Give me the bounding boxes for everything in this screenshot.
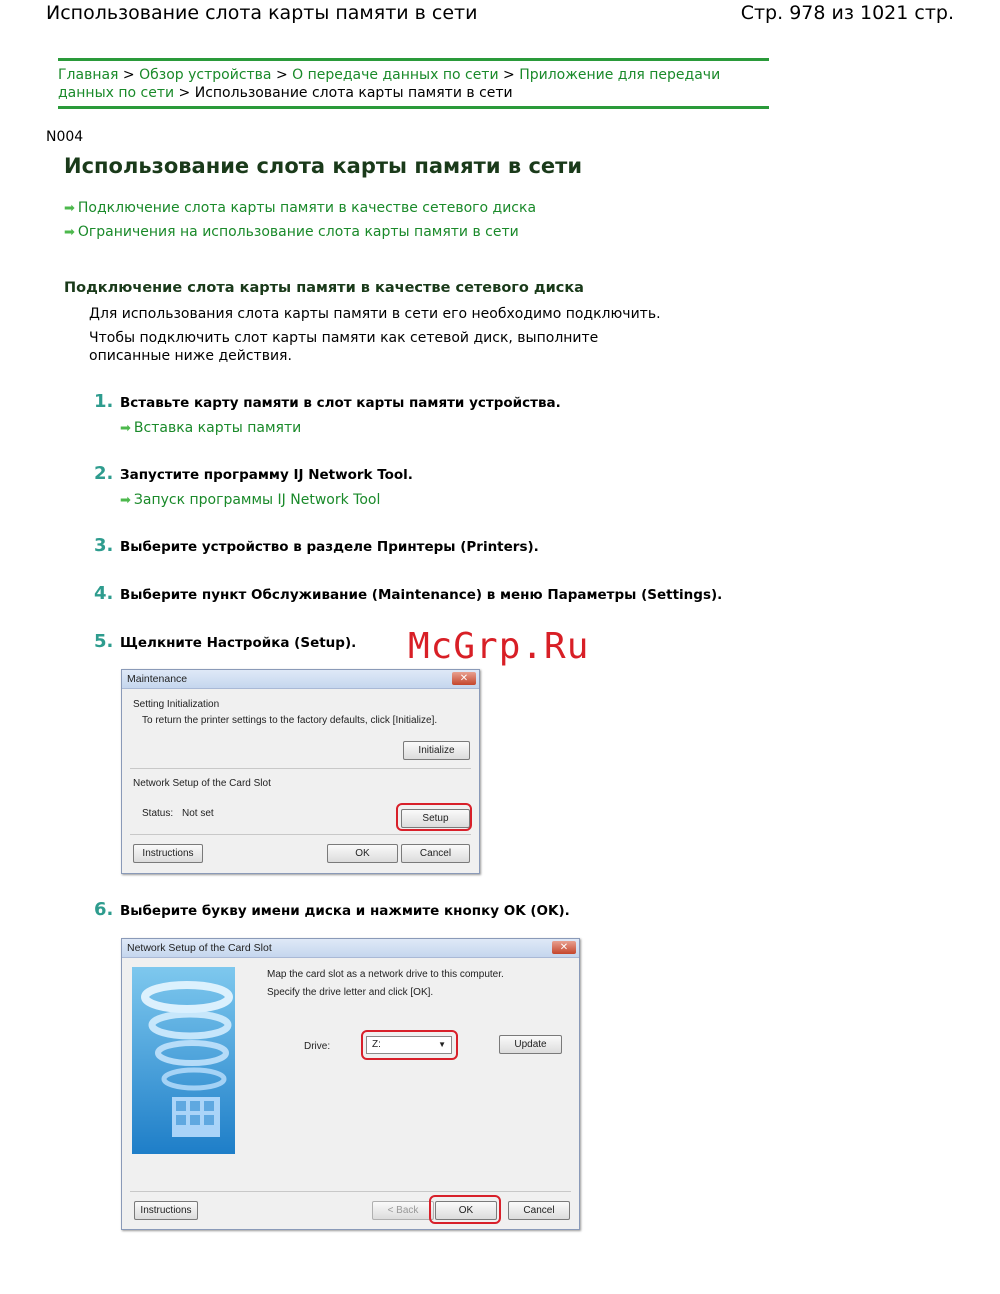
illustration-icon [132,967,235,1154]
page-title: Использование слота карты памяти в сети [64,154,583,178]
step-number: 2. [94,463,114,484]
breadcrumb-separator: > [271,67,293,83]
step-text: Щелкните Настройка (Setup). [120,635,357,651]
step-number: 1. [94,391,114,412]
instructions-button[interactable]: Instructions [134,1201,198,1220]
arrow-right-icon: ➡ [64,201,75,216]
dialog-titlebar [122,939,579,958]
status-label: Status: [142,808,174,819]
setup-button[interactable]: Setup [401,809,470,828]
ok-button[interactable]: OK [327,844,398,863]
card-slot-illustration [132,967,235,1154]
step-text: Выберите устройство в разделе Принтеры (Printers). [120,539,539,555]
close-icon[interactable]: ✕ [452,672,476,685]
section-paragraph: Для использования слота карты памяти в сети его необходимо подключить. [89,306,661,322]
step-text: Выберите пункт Обслуживание (Maintenance) в меню Параметры (Settings). [120,587,723,603]
breadcrumb-device-overview[interactable]: Обзор устройства [139,67,272,83]
toc-item [64,224,519,240]
group-label: Setting Initialization [133,699,220,710]
dialog-titlebar [122,670,479,689]
chevron-down-icon: ▼ [438,1040,446,1049]
step-number: 6. [94,899,114,920]
toc-link-connect[interactable]: Подключение слота карты памяти в качестве сетевого диска [77,200,537,216]
initialize-description: To return the printer settings to the factory defaults, click [Initialize]. [142,715,438,726]
bottom-divider [58,106,769,109]
breadcrumb-network-transfer[interactable]: О передаче данных по сети [292,67,499,83]
arrow-right-icon: ➡ [120,421,131,436]
document-header-title: Использование слота карты памяти в сети [46,2,478,24]
highlight-ring [396,803,472,831]
network-setup-dialog [121,938,580,1230]
arrow-right-icon: ➡ [64,225,75,240]
group-label: Network Setup of the Card Slot [133,778,271,789]
highlight-ring [429,1195,501,1224]
drive-label: Drive: [304,1041,331,1052]
group-divider [130,768,471,769]
dialog-description: Map the card slot as a network drive to this computer. [267,969,504,980]
dialog-title: Maintenance [127,673,188,685]
breadcrumb [58,66,758,102]
cancel-button[interactable]: Cancel [508,1201,570,1220]
step-text: Выберите букву имени диска и нажмите кнопку OK (OK). [120,903,570,919]
link-start-network-tool[interactable]: Запуск программы IJ Network Tool [133,492,381,508]
step-number: 5. [94,631,114,652]
toc-item [64,200,536,216]
update-button[interactable]: Update [499,1035,562,1054]
footer-divider [130,834,471,835]
top-divider [58,58,769,61]
cancel-button[interactable]: Cancel [401,844,470,863]
step-number: 3. [94,535,114,556]
highlight-ring [361,1030,458,1060]
breadcrumb-separator: > [118,67,140,83]
close-icon[interactable]: ✕ [552,941,576,954]
maintenance-dialog [121,669,480,874]
dialog-description: Specify the drive letter and click [OK]. [267,987,434,998]
section-paragraph: Чтобы подключить слот карты памяти как сетевой диск, выполните описанные ниже действия. [89,330,599,364]
document-code: N004 [46,129,84,145]
breadcrumb-separator: > [498,67,520,83]
step-text: Вставьте карту памяти в слот карты памяти устройства. [120,395,561,411]
initialize-button[interactable]: Initialize [403,741,470,760]
page-counter: Стр. 978 из 1021 стр. [740,2,954,24]
section-title: Подключение слота карты памяти в качестве сетевого диска [64,280,584,296]
footer-divider [130,1191,571,1192]
instructions-button[interactable]: Instructions [133,844,203,863]
step-link [120,492,380,508]
breadcrumb-current: Использование слота карты памяти в сети [194,85,513,101]
link-insert-card[interactable]: Вставка карты памяти [133,420,302,436]
ok-button[interactable]: OK [435,1201,497,1220]
breadcrumb-separator: > [174,85,195,101]
watermark: McGrp.Ru [408,626,590,667]
breadcrumb-home[interactable]: Главная [58,67,119,83]
back-button[interactable]: < Back [372,1201,434,1220]
toc-link-restrictions[interactable]: Ограничения на использование слота карты памяти в сети [77,224,519,240]
step-number: 4. [94,583,114,604]
breadcrumb-network-app[interactable]: Приложение для передачи данных по сети [58,67,721,101]
arrow-right-icon: ➡ [120,493,131,508]
dialog-title: Network Setup of the Card Slot [127,942,272,954]
step-link [120,420,301,436]
status-value: Not set [182,808,214,819]
step-text: Запустите программу IJ Network Tool. [120,467,413,483]
drive-value: Z: [372,1039,381,1050]
